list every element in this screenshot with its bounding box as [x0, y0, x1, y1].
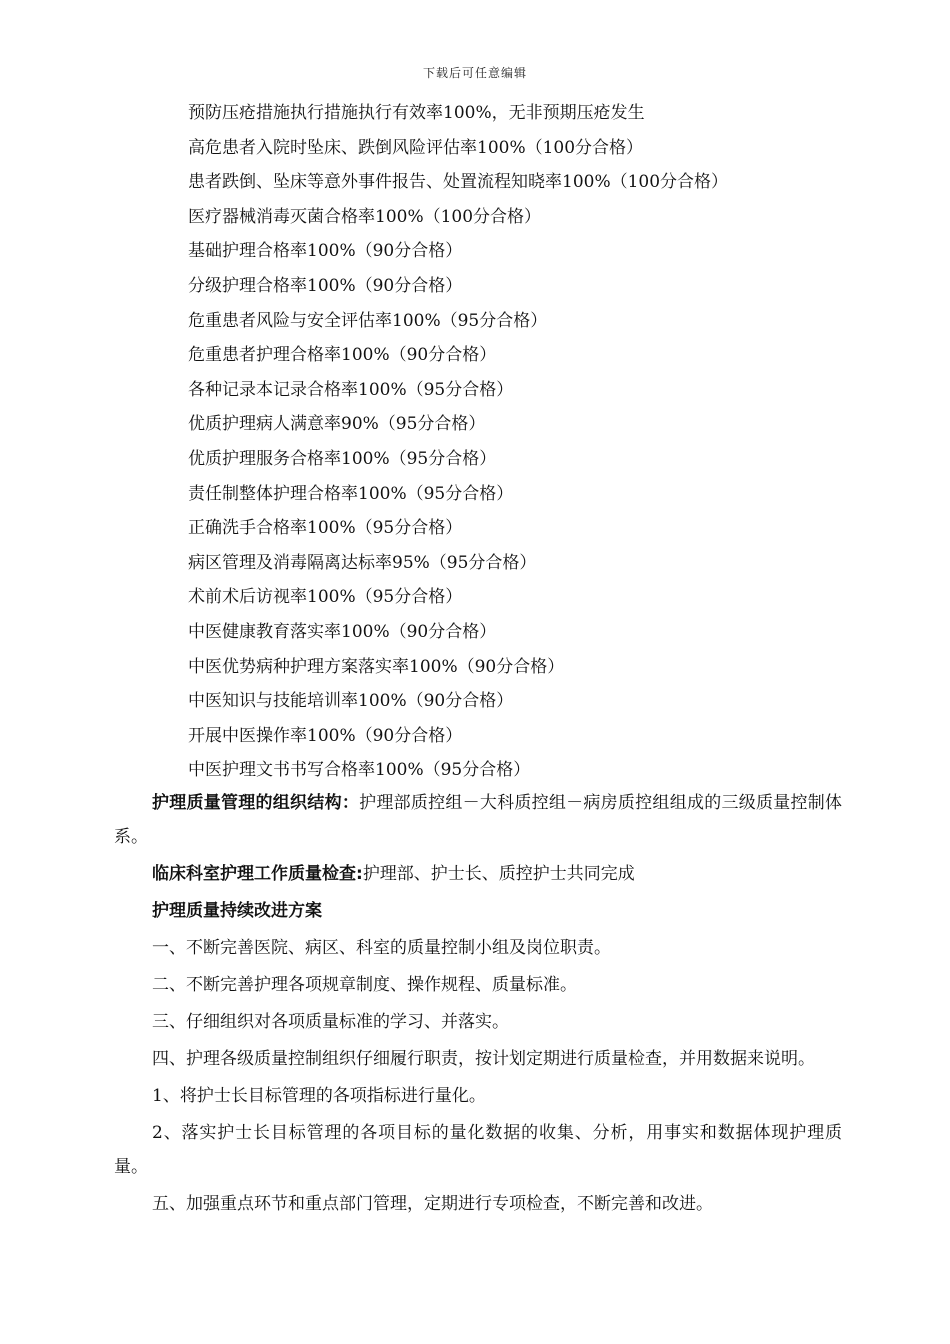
plan-item: 二、不断完善护理各项规章制度、操作规程、质量标准。	[152, 975, 577, 995]
org-structure-text: 护理部质控组－大科质控组－病房质控组组成的三级质量控制体系。	[114, 793, 842, 847]
list-item: 优质护理病人满意率90%（95分合格）	[188, 414, 486, 435]
list-item: 中医护理文书书写合格率100%（95分合格）	[188, 760, 531, 781]
document-body	[114, 786, 842, 1224]
list-item: 中医优势病种护理方案落实率100%（90分合格）	[188, 656, 565, 677]
org-structure-label: 护理质量管理的组织结构：	[152, 793, 360, 813]
list-item: 患者跌倒、坠床等意外事件报告、处置流程知晓率100%（100分合格）	[188, 172, 729, 193]
inspection-text: 护理部、护士长、质控护士共同完成	[362, 864, 635, 884]
list-item: 医疗器械消毒灭菌合格率100%（100分合格）	[188, 206, 542, 227]
plan-item: 1、将护士长目标管理的各项指标进行量化。	[152, 1086, 486, 1106]
list-item: 各种记录本记录合格率100%（95分合格）	[188, 379, 514, 400]
quality-target-list	[188, 96, 888, 788]
list-item: 优质护理服务合格率100%（95分合格）	[188, 448, 497, 469]
list-item: 病区管理及消毒隔离达标率95%（95分合格）	[188, 552, 537, 573]
inspection-label: 临床科室护理工作质量检查:	[152, 864, 363, 884]
plan-item: 三、仔细组织对各项质量标准的学习、并落实。	[152, 1012, 509, 1032]
plan-item: 2、落实护士长目标管理的各项目标的量化数据的收集、分析，用事实和数据体现护理质量。	[114, 1123, 842, 1177]
list-item: 基础护理合格率100%（90分合格）	[188, 241, 463, 262]
list-item: 分级护理合格率100%（90分合格）	[188, 275, 463, 296]
list-item: 开展中医操作率100%（90分合格）	[188, 725, 463, 746]
list-item: 危重患者风险与安全评估率100%（95分合格）	[188, 310, 548, 331]
list-item: 预防压疮措施执行措施执行有效率100%，无非预期压疮发生	[188, 103, 645, 123]
inspection-paragraph	[114, 857, 842, 891]
org-structure-paragraph	[114, 786, 842, 854]
list-item: 正确洗手合格率100%（95分合格）	[188, 518, 463, 539]
plan-item: 一、不断完善医院、病区、科室的质量控制小组及岗位职责。	[152, 938, 611, 958]
plan-title: 护理质量持续改进方案	[152, 901, 322, 921]
page-header: 下载后可任意编辑	[422, 66, 527, 80]
list-item: 危重患者护理合格率100%（90分合格）	[188, 345, 497, 366]
list-item: 责任制整体护理合格率100%（95分合格）	[188, 483, 514, 504]
list-item: 高危患者入院时坠床、跌倒风险评估率100%（100分合格）	[188, 137, 644, 158]
list-item: 术前术后访视率100%（95分合格）	[188, 587, 463, 608]
plan-item: 四、护理各级质量控制组织仔细履行职责，按计划定期进行质量检查，并用数据来说明。	[152, 1049, 815, 1069]
list-item: 中医健康教育落实率100%（90分合格）	[188, 621, 497, 642]
plan-item: 五、加强重点环节和重点部门管理，定期进行专项检查，不断完善和改进。	[152, 1194, 713, 1214]
list-item: 中医知识与技能培训率100%（90分合格）	[188, 691, 514, 712]
